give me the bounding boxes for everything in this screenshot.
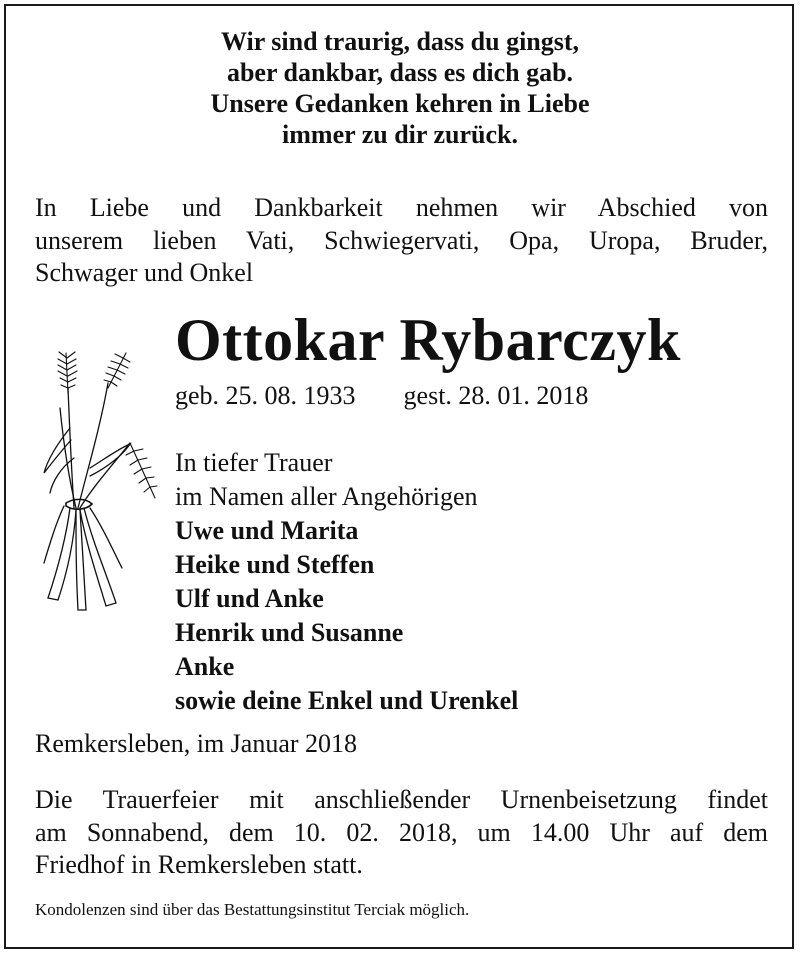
mourning-line: In tiefer Trauer xyxy=(175,448,333,477)
birth-date: geb. 25. 08. 1933 xyxy=(175,381,356,410)
mourner-name: sowie deine Enkel und Urenkel xyxy=(175,686,519,715)
poem-line: aber dankbar, dass es dich gab. xyxy=(226,58,574,87)
funeral-line: Friedhof in Remkersleben statt. xyxy=(35,850,363,879)
wheat-sheaf-icon xyxy=(30,348,170,618)
mourner-name: Anke xyxy=(175,652,235,681)
mourners xyxy=(175,446,518,718)
farewell-text xyxy=(35,192,768,290)
farewell-line: unserem lieben Vati, Schwiegervati, Opa, Uropa, Bruder, xyxy=(35,225,768,255)
mourner-name: Ulf und Anke xyxy=(175,584,324,613)
funeral-info xyxy=(35,784,768,882)
funeral-line: am Sonnabend, dem 10. 02. 2018, um 14.00 Uhr auf dem xyxy=(35,817,768,847)
wheat-head xyxy=(58,352,77,393)
deceased-name: Ottokar Rybarczyk xyxy=(175,307,681,373)
funeral-line: Die Trauerfeier mit anschließender Urnenbeisetzung findet xyxy=(35,785,768,814)
wheat-head xyxy=(126,443,157,498)
death-date: gest. 28. 01. 2018 xyxy=(403,381,589,410)
place-and-date: Remkersleben, im Januar 2018 xyxy=(35,729,358,758)
mourner-name: Uwe und Marita xyxy=(175,516,359,545)
farewell-line: In Liebe und Dankbarkeit nehmen wir Abschied von xyxy=(35,193,768,222)
poem-line: immer zu dir zurück. xyxy=(282,120,518,149)
mourning-line: im Namen aller Angehörigen xyxy=(175,482,478,511)
poem-line: Wir sind traurig, dass du gingst, xyxy=(220,27,580,56)
condolence-note: Kondolenzen sind über das Bestattungsinstitut Terciak möglich. xyxy=(35,900,470,919)
mourner-name: Heike und Steffen xyxy=(175,550,375,579)
poem xyxy=(0,26,800,150)
farewell-line: Schwager und Onkel xyxy=(35,258,254,287)
mourner-name: Henrik und Susanne xyxy=(175,618,404,647)
life-dates xyxy=(175,380,588,412)
poem-line: Unsere Gedanken kehren in Liebe xyxy=(210,89,590,118)
